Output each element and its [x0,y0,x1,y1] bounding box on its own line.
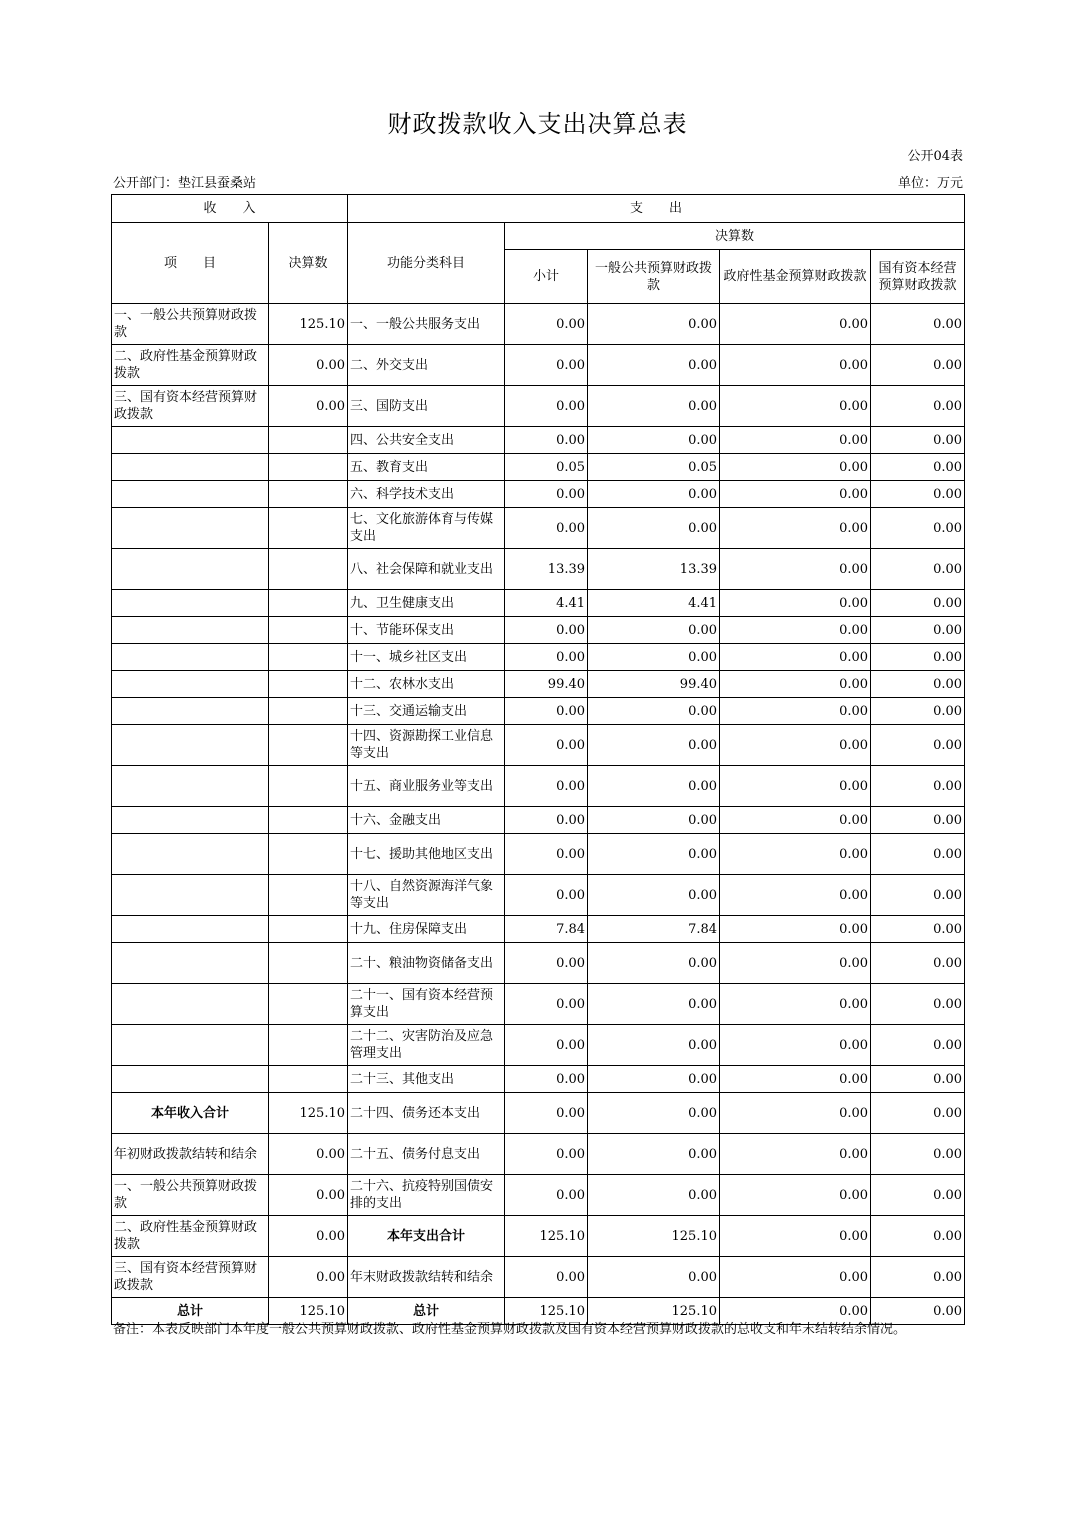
general-budget-cell: 0.00 [588,698,720,725]
expense-category-cell: 二十五、债务付息支出 [348,1134,505,1175]
subtotal-cell: 0.00 [505,617,588,644]
income-amount-cell [269,834,348,875]
fund-budget-cell: 0.00 [720,304,871,345]
expense-category-cell: 十、节能环保支出 [348,617,505,644]
general-budget-cell: 0.00 [588,984,720,1025]
table-row [112,590,965,617]
general-budget-cell: 0.00 [588,1025,720,1066]
col-fund-header: 政府性基金预算财政拨款 [720,250,871,304]
fund-budget-cell: 0.00 [720,1025,871,1066]
fund-budget-cell: 0.00 [720,644,871,671]
subtotal-cell: 0.00 [505,875,588,916]
general-budget-cell: 0.00 [588,304,720,345]
subtotal-cell: 0.00 [505,1025,588,1066]
income-item-cell: 一、一般公共预算财政拨款 [112,304,269,345]
income-item-cell: 三、国有资本经营预算财政拨款 [112,386,269,427]
fund-budget-cell: 0.00 [720,943,871,984]
table-row [112,386,965,427]
general-budget-cell: 125.10 [588,1216,720,1257]
income-amount-cell: 0.00 [269,1134,348,1175]
income-amount-cell: 0.00 [269,1216,348,1257]
expense-category-cell: 二十、粮油物资储备支出 [348,943,505,984]
state-capital-cell: 0.00 [871,1066,965,1093]
income-item-cell [112,549,269,590]
fund-budget-cell: 0.00 [720,875,871,916]
subtotal-cell: 0.00 [505,1257,588,1298]
income-item-cell [112,725,269,766]
state-capital-cell: 0.00 [871,508,965,549]
expense-category-cell: 五、教育支出 [348,454,505,481]
general-budget-cell: 0.00 [588,386,720,427]
general-budget-cell: 0.00 [588,481,720,508]
income-item-cell: 一、一般公共预算财政拨款 [112,1175,269,1216]
fund-budget-cell: 0.00 [720,345,871,386]
state-capital-cell: 0.00 [871,549,965,590]
expense-category-cell: 十七、援助其他地区支出 [348,834,505,875]
income-item-cell [112,943,269,984]
table-row [112,617,965,644]
state-capital-cell: 0.00 [871,617,965,644]
fund-budget-cell: 0.00 [720,1216,871,1257]
fund-budget-cell: 0.00 [720,1257,871,1298]
income-amount-cell [269,590,348,617]
col-amount-header: 决算数 [269,223,348,304]
expense-category-cell: 十五、商业服务业等支出 [348,766,505,807]
state-capital-cell: 0.00 [871,304,965,345]
subtotal-cell: 99.40 [505,671,588,698]
general-budget-cell: 13.39 [588,549,720,590]
table-row [112,1134,965,1175]
income-amount-cell [269,875,348,916]
income-amount-cell [269,508,348,549]
income-amount-cell [269,549,348,590]
general-budget-cell: 0.00 [588,834,720,875]
table-row [112,725,965,766]
state-capital-cell: 0.00 [871,698,965,725]
income-amount-cell [269,1025,348,1066]
table-row [112,943,965,984]
subtotal-cell: 0.00 [505,766,588,807]
income-amount-cell [269,644,348,671]
general-budget-cell: 7.84 [588,916,720,943]
subtotal-cell: 0.00 [505,984,588,1025]
expense-category-cell: 二十一、国有资本经营预算支出 [348,984,505,1025]
income-item-cell [112,481,269,508]
state-capital-cell: 0.00 [871,766,965,807]
state-capital-cell: 0.00 [871,386,965,427]
income-item-cell [112,1066,269,1093]
fund-budget-cell: 0.00 [720,481,871,508]
general-budget-cell: 4.41 [588,590,720,617]
subtotal-cell: 0.00 [505,304,588,345]
fund-budget-cell: 0.00 [720,766,871,807]
subtotal-cell: 0.00 [505,1066,588,1093]
expense-category-cell: 十九、住房保障支出 [348,916,505,943]
subtotal-cell: 0.00 [505,427,588,454]
expense-category-cell: 十四、资源勘探工业信息等支出 [348,725,505,766]
income-item-cell [112,508,269,549]
unit-label: 单位：万元 [897,176,963,191]
income-item-cell: 二、政府性基金预算财政拨款 [112,345,269,386]
expense-category-cell: 十八、自然资源海洋气象等支出 [348,875,505,916]
fund-budget-cell: 0.00 [720,549,871,590]
expense-category-cell: 十二、农林水支出 [348,671,505,698]
state-capital-cell: 0.00 [871,875,965,916]
expense-category-cell: 二、外交支出 [348,345,505,386]
general-budget-cell: 0.00 [588,508,720,549]
state-capital-cell: 0.00 [871,1298,965,1325]
state-capital-cell: 0.00 [871,671,965,698]
subtotal-cell: 125.10 [505,1298,588,1325]
expense-category-cell: 一、一般公共服务支出 [348,304,505,345]
general-budget-cell: 0.00 [588,1134,720,1175]
income-amount-cell [269,807,348,834]
general-budget-cell: 0.00 [588,1066,720,1093]
department-label: 公开部门：垫江县蚕桑站 [113,176,257,191]
form-number: 公开04表 [907,149,963,164]
fund-budget-cell: 0.00 [720,916,871,943]
table-row [112,1066,965,1093]
state-capital-cell: 0.00 [871,345,965,386]
fund-budget-cell: 0.00 [720,454,871,481]
subtotal-cell: 0.00 [505,386,588,427]
income-item-cell [112,984,269,1025]
table-row [112,1216,965,1257]
state-capital-cell: 0.00 [871,481,965,508]
income-amount-cell [269,943,348,984]
col-subtotal-header: 小计 [505,250,588,304]
expense-category-cell: 七、文化旅游体育与传媒支出 [348,508,505,549]
expense-category-cell: 十三、交通运输支出 [348,698,505,725]
expense-category-cell: 四、公共安全支出 [348,427,505,454]
table-row [112,454,965,481]
table-row [112,508,965,549]
income-item-cell [112,875,269,916]
col-func-header: 功能分类科目 [348,223,505,304]
income-amount-cell [269,984,348,1025]
subtotal-cell: 0.00 [505,1093,588,1134]
col-state-header: 国有资本经营预算财政拨款 [871,250,965,304]
subtotal-cell: 0.00 [505,807,588,834]
subtotal-cell: 0.00 [505,725,588,766]
income-item-cell: 总计 [112,1298,269,1325]
state-capital-cell: 0.00 [871,807,965,834]
fund-budget-cell: 0.00 [720,807,871,834]
table-row [112,481,965,508]
expense-category-cell: 九、卫生健康支出 [348,590,505,617]
state-capital-cell: 0.00 [871,1175,965,1216]
fund-budget-cell: 0.00 [720,1298,871,1325]
state-capital-cell: 0.00 [871,1257,965,1298]
expense-category-cell: 二十二、灾害防治及应急管理支出 [348,1025,505,1066]
general-budget-cell: 0.00 [588,766,720,807]
general-budget-cell: 0.00 [588,345,720,386]
table-row [112,671,965,698]
fund-budget-cell: 0.00 [720,386,871,427]
income-amount-cell: 0.00 [269,1175,348,1216]
subtotal-cell: 0.00 [505,943,588,984]
fund-budget-cell: 0.00 [720,671,871,698]
income-amount-cell [269,481,348,508]
income-amount-cell [269,1066,348,1093]
general-budget-cell: 125.10 [588,1298,720,1325]
fund-budget-cell: 0.00 [720,617,871,644]
general-budget-cell: 0.00 [588,644,720,671]
table-row [112,875,965,916]
subtotal-cell: 7.84 [505,916,588,943]
general-budget-cell: 0.00 [588,1257,720,1298]
income-item-cell [112,644,269,671]
subtotal-cell: 0.00 [505,481,588,508]
income-item-cell [112,454,269,481]
subtotal-cell: 0.00 [505,698,588,725]
expense-header: 支 出 [348,195,965,223]
subtotal-cell: 0.00 [505,345,588,386]
income-amount-cell [269,766,348,807]
income-item-cell [112,834,269,875]
expense-category-cell: 年末财政拨款结转和结余 [348,1257,505,1298]
header-row-2 [112,223,965,250]
income-amount-cell: 125.10 [269,304,348,345]
subtotal-cell: 4.41 [505,590,588,617]
table-row [112,1025,965,1066]
table-row [112,984,965,1025]
income-amount-cell: 0.00 [269,1257,348,1298]
state-capital-cell: 0.00 [871,725,965,766]
table-row [112,304,965,345]
state-capital-cell: 0.00 [871,1216,965,1257]
income-item-cell [112,617,269,644]
income-item-cell [112,698,269,725]
table-row [112,766,965,807]
fund-budget-cell: 0.00 [720,698,871,725]
footnote: 备注：本表反映部门本年度一般公共预算财政拨款、政府性基金预算财政拨款及国有资本经营预算财政拨款的总收支和年末结转结余情况。 [113,1322,907,1337]
header-row-1 [112,195,965,223]
state-capital-cell: 0.00 [871,1093,965,1134]
fund-budget-cell: 0.00 [720,427,871,454]
expense-category-cell: 三、国防支出 [348,386,505,427]
expense-category-cell: 六、科学技术支出 [348,481,505,508]
table-row [112,345,965,386]
income-amount-cell [269,698,348,725]
fund-budget-cell: 0.00 [720,590,871,617]
income-item-cell [112,766,269,807]
income-item-cell [112,1025,269,1066]
general-budget-cell: 0.00 [588,1175,720,1216]
col-final-header: 决算数 [505,223,965,250]
income-header: 收 入 [112,195,348,223]
table-row [112,644,965,671]
general-budget-cell: 0.00 [588,943,720,984]
expense-category-cell: 十六、金融支出 [348,807,505,834]
expense-category-cell: 二十四、债务还本支出 [348,1093,505,1134]
fund-budget-cell: 0.00 [720,834,871,875]
fund-budget-cell: 0.00 [720,508,871,549]
income-item-cell [112,916,269,943]
fund-budget-cell: 0.00 [720,1175,871,1216]
income-amount-cell: 0.00 [269,345,348,386]
state-capital-cell: 0.00 [871,454,965,481]
general-budget-cell: 99.40 [588,671,720,698]
expense-category-cell: 二十三、其他支出 [348,1066,505,1093]
table-row [112,549,965,590]
income-amount-cell [269,671,348,698]
income-amount-cell [269,454,348,481]
subtotal-cell: 0.00 [505,1134,588,1175]
table-row [112,1175,965,1216]
general-budget-cell: 0.05 [588,454,720,481]
table-row [112,834,965,875]
income-item-cell: 二、政府性基金预算财政拨款 [112,1216,269,1257]
income-item-cell: 年初财政拨款结转和结余 [112,1134,269,1175]
income-item-cell [112,427,269,454]
subtotal-cell: 125.10 [505,1216,588,1257]
income-item-cell [112,671,269,698]
col-item-header: 项 目 [112,223,269,304]
general-budget-cell: 0.00 [588,875,720,916]
general-budget-cell: 0.00 [588,1093,720,1134]
general-budget-cell: 0.00 [588,617,720,644]
table-row [112,1257,965,1298]
state-capital-cell: 0.00 [871,834,965,875]
subtotal-cell: 0.00 [505,834,588,875]
subtotal-cell: 0.05 [505,454,588,481]
income-amount-cell [269,617,348,644]
subtotal-cell: 0.00 [505,508,588,549]
fund-budget-cell: 0.00 [720,1066,871,1093]
expense-category-cell: 八、社会保障和就业支出 [348,549,505,590]
table-row [112,807,965,834]
subtotal-cell: 0.00 [505,1175,588,1216]
income-amount-cell [269,916,348,943]
general-budget-cell: 0.00 [588,807,720,834]
fund-budget-cell: 0.00 [720,1134,871,1175]
income-amount-cell: 0.00 [269,386,348,427]
state-capital-cell: 0.00 [871,943,965,984]
table-row [112,698,965,725]
income-item-cell: 本年收入合计 [112,1093,269,1134]
subtotal-cell: 13.39 [505,549,588,590]
fund-budget-cell: 0.00 [720,725,871,766]
table-row [112,427,965,454]
state-capital-cell: 0.00 [871,644,965,671]
fund-budget-cell: 0.00 [720,984,871,1025]
expense-category-cell: 十一、城乡社区支出 [348,644,505,671]
state-capital-cell: 0.00 [871,427,965,454]
col-general-header: 一般公共预算财政拨款 [588,250,720,304]
income-item-cell [112,807,269,834]
general-budget-cell: 0.00 [588,725,720,766]
general-budget-cell: 0.00 [588,427,720,454]
income-amount-cell [269,427,348,454]
page-title: 财政拨款收入支出决算总表 [387,110,688,138]
state-capital-cell: 0.00 [871,590,965,617]
state-capital-cell: 0.00 [871,916,965,943]
table-row [112,916,965,943]
state-capital-cell: 0.00 [871,1134,965,1175]
income-item-cell: 三、国有资本经营预算财政拨款 [112,1257,269,1298]
table-row [112,1093,965,1134]
income-item-cell [112,590,269,617]
state-capital-cell: 0.00 [871,984,965,1025]
budget-table [111,194,965,1325]
expense-category-cell: 二十六、抗疫特别国债安排的支出 [348,1175,505,1216]
income-amount-cell: 125.10 [269,1093,348,1134]
expense-category-cell: 本年支出合计 [348,1216,505,1257]
subtotal-cell: 0.00 [505,644,588,671]
expense-category-cell: 总计 [348,1298,505,1325]
fund-budget-cell: 0.00 [720,1093,871,1134]
state-capital-cell: 0.00 [871,1025,965,1066]
income-amount-cell: 125.10 [269,1298,348,1325]
income-amount-cell [269,725,348,766]
